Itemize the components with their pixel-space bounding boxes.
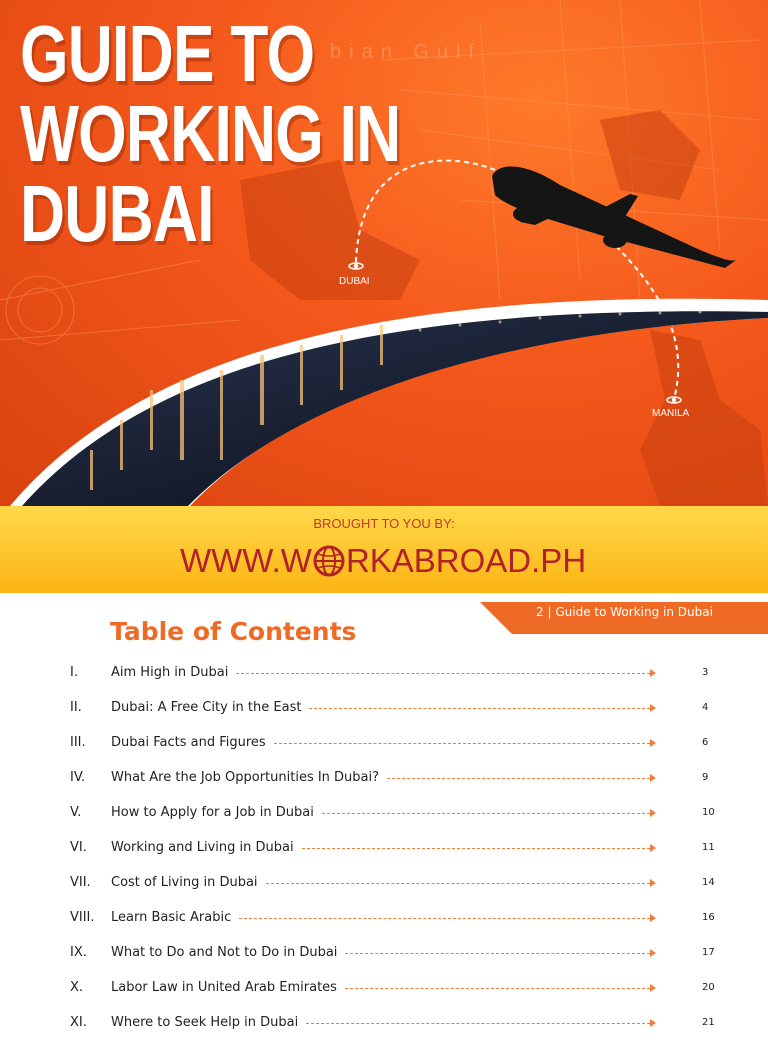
toc-entry-label: Labor Law in United Arab Emirates	[111, 980, 337, 995]
toc-entry[interactable]	[0, 1005, 768, 1040]
toc-entry-label: Where to Seek Help in Dubai	[111, 1015, 299, 1030]
toc-entry-label: Cost of Living in Dubai	[111, 875, 258, 890]
toc-entry-page: 11	[702, 842, 715, 853]
toc-leader-line	[309, 708, 650, 709]
toc-entry-page: 9	[702, 772, 709, 783]
toc-leader-line	[306, 1023, 650, 1024]
site-url-prefix: WWW.W	[180, 542, 312, 579]
manila-label: MANILA	[652, 408, 690, 419]
toc-entry-number: I.	[70, 665, 78, 680]
toc-leader-line	[345, 953, 650, 954]
page-number: 2	[536, 605, 544, 619]
toc-leader-line	[236, 673, 650, 674]
arrow-right-icon	[650, 879, 656, 887]
arrow-right-icon	[650, 809, 656, 817]
toc-entry-page: 6	[702, 737, 709, 748]
cover-image	[0, 0, 768, 506]
toc-entry-label: Dubai Facts and Figures	[111, 735, 266, 750]
arrow-right-icon	[650, 739, 656, 747]
toc-entry-label: Learn Basic Arabic	[111, 910, 232, 925]
toc-leader-line	[387, 778, 650, 779]
toc-entry-label: How to Apply for a Job in Dubai	[111, 805, 314, 820]
sponsor-banner	[0, 506, 768, 593]
toc-entry-page: 14	[702, 877, 715, 888]
toc-entry[interactable]	[0, 935, 768, 970]
toc-title: Table of Contents	[110, 617, 357, 646]
toc-entry-number: V.	[70, 805, 82, 820]
cover-title	[20, 9, 401, 258]
toc-entry-number: VII.	[70, 875, 91, 890]
toc-entry[interactable]	[0, 795, 768, 830]
toc-entry-label: Aim High in Dubai	[111, 665, 229, 680]
toc-entry-page: 4	[702, 702, 709, 713]
toc-entry-number: VI.	[70, 840, 87, 855]
cover-title-line-1: GUIDE TO	[20, 9, 315, 98]
toc-entry-label: Working and Living in Dubai	[111, 840, 294, 855]
globe-icon	[313, 545, 345, 577]
cover-title-line-2: WORKING IN	[20, 89, 401, 178]
site-url-suffix: RKABROAD.PH	[345, 542, 587, 579]
toc-entry-number: IV.	[70, 770, 86, 785]
toc-entry-label: Dubai: A Free City in the East	[111, 700, 302, 715]
toc-entry-number: X.	[70, 980, 84, 995]
toc-entry[interactable]	[0, 830, 768, 865]
toc-entry-page: 3	[702, 667, 709, 678]
toc-list	[0, 655, 768, 1040]
toc-entry-number: III.	[70, 735, 86, 750]
toc-entry[interactable]	[0, 970, 768, 1005]
dubai-label: DUBAI	[339, 276, 370, 287]
arrow-right-icon	[650, 774, 656, 782]
arrow-right-icon	[650, 984, 656, 992]
toc-leader-line	[302, 848, 650, 849]
arrow-right-icon	[650, 704, 656, 712]
toc-entry-number: XI.	[70, 1015, 87, 1030]
arrow-right-icon	[650, 949, 656, 957]
toc-entry-label: What Are the Job Opportunities In Dubai?	[111, 770, 380, 785]
arrow-right-icon	[650, 914, 656, 922]
toc-entry[interactable]	[0, 900, 768, 935]
airplane-icon	[492, 166, 736, 268]
cover-title-line-3: DUBAI	[20, 169, 214, 258]
arrow-right-icon	[650, 844, 656, 852]
gulf-map-text: bian Gulf	[330, 41, 483, 63]
toc-leader-line	[345, 988, 650, 989]
site-url[interactable]	[180, 536, 586, 586]
toc-entry-page: 16	[702, 912, 715, 923]
toc-entry[interactable]	[0, 760, 768, 795]
toc-entry-number: VIII.	[70, 910, 95, 925]
toc-entry-page: 17	[702, 947, 715, 958]
toc-entry-label: What to Do and Not to Do in Dubai	[111, 945, 338, 960]
brought-by-text: BROUGHT TO YOU BY:	[313, 516, 455, 531]
toc-leader-line	[322, 813, 650, 814]
header-separator: |	[547, 605, 552, 619]
toc-leader-line	[274, 743, 650, 744]
arrow-right-icon	[650, 1019, 656, 1027]
arrow-right-icon	[650, 669, 656, 677]
toc-entry[interactable]	[0, 655, 768, 690]
toc-entry-page: 10	[702, 807, 715, 818]
toc-leader-line	[239, 918, 650, 919]
toc-entry-number: II.	[70, 700, 82, 715]
toc-entry-number: IX.	[70, 945, 87, 960]
toc-entry[interactable]	[0, 865, 768, 900]
page-header	[536, 605, 713, 619]
toc-entry-page: 21	[702, 1017, 715, 1028]
toc-entry[interactable]	[0, 725, 768, 760]
toc-leader-line	[266, 883, 650, 884]
doc-title: Guide to Working in Dubai	[555, 605, 713, 619]
toc-entry[interactable]	[0, 690, 768, 725]
toc-entry-page: 20	[702, 982, 715, 993]
